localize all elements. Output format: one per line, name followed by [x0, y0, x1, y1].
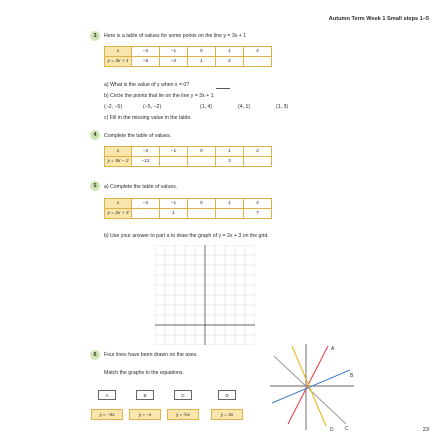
q5-x-cell: 2 — [244, 199, 272, 209]
page-header: Autumn Term Week 1 Small steps 1–5 — [328, 16, 429, 22]
q3-x-cell: −1 — [160, 47, 188, 57]
option-c-box[interactable]: C — [174, 390, 192, 400]
q3-part-c: c) Fill in the missing value in the table. — [104, 115, 192, 121]
q5-part-b: b) Use your answer to part a to draw the graph of y = 2x + 3 on the grid. — [104, 233, 269, 239]
q3-point[interactable]: (−2, −5) — [104, 104, 123, 110]
q5-x-cell: −1 — [160, 199, 188, 209]
q3-point[interactable]: (−5, −2) — [143, 104, 162, 110]
page-number: 23 — [422, 427, 429, 433]
q5-x-cell: 0 — [188, 199, 216, 209]
q3-table — [104, 46, 272, 67]
option-d-box[interactable]: D — [218, 390, 236, 400]
q6-four-lines-graph — [268, 340, 358, 432]
q4-x-cell: −1 — [160, 147, 188, 157]
q3-part-b: b) Circle the points that lie on the line y = 3x + 1 — [104, 93, 214, 99]
line-c — [274, 356, 346, 424]
q4-y-cell-answer[interactable] — [244, 157, 272, 167]
q3-y-header: y = 3x + 1 — [105, 57, 132, 67]
q5-x-cell: −2 — [132, 199, 160, 209]
q5-graph-grid[interactable] — [155, 245, 255, 345]
q3-part-a: a) What is the value of y when x = 0? — [104, 82, 190, 88]
q5-x-header: x — [105, 199, 132, 209]
q5-y-header: y = 2x + 3 — [105, 209, 132, 219]
line-b — [272, 370, 350, 403]
label-a: A — [331, 346, 335, 352]
q3-point[interactable]: (4, 1) — [238, 104, 251, 110]
q5-y-cell-answer[interactable] — [188, 209, 216, 219]
q3-answer-line[interactable] — [216, 88, 230, 89]
q3-x-cell: 0 — [188, 47, 216, 57]
q4-table — [104, 146, 272, 167]
q4-x-cell: 2 — [244, 147, 272, 157]
label-d: D — [330, 427, 334, 432]
option-a-box[interactable]: A — [98, 390, 116, 400]
q5-y-cell: 7 — [244, 209, 272, 219]
q3-y-cell: −5 — [132, 57, 160, 67]
q4-y-cell-answer[interactable] — [160, 157, 188, 167]
q5-y-cell-answer[interactable] — [132, 209, 160, 219]
equation-box[interactable]: y = ½x — [167, 409, 199, 420]
q5-table — [104, 198, 272, 219]
q3-x-cell: 1 — [216, 47, 244, 57]
question-6-number: 6 — [90, 350, 100, 360]
option-b-box[interactable]: B — [136, 390, 154, 400]
q5-x-cell: 1 — [216, 199, 244, 209]
question-3-number: 3 — [90, 31, 100, 41]
q3-y-cell: −2 — [160, 57, 188, 67]
question-4-number: 4 — [90, 130, 100, 140]
line-a — [288, 346, 328, 424]
label-b: B — [350, 373, 354, 379]
equation-box[interactable]: y = −x — [129, 409, 161, 420]
q3-point[interactable]: (1, 3) — [276, 104, 289, 110]
q4-x-cell: 0 — [188, 147, 216, 157]
q3-y-cell: 4 — [216, 57, 244, 67]
q6-match-instruction: Match the graphs to the equations. — [104, 370, 184, 376]
q3-point[interactable]: (1, 4) — [200, 104, 213, 110]
q3-x-cell: −2 — [132, 47, 160, 57]
q3-intro: Here is a table of values for some points on the line y = 3x + 1 — [104, 33, 247, 39]
q3-x-cell: 2 — [244, 47, 272, 57]
question-5-number: 5 — [90, 181, 100, 191]
q3-y-cell: 1 — [188, 57, 216, 67]
q5-y-cell-answer[interactable] — [216, 209, 244, 219]
q4-x-header: x — [105, 147, 132, 157]
q4-x-cell: −2 — [132, 147, 160, 157]
q4-intro: Complete the table of values. — [104, 133, 172, 139]
q3-y-cell-answer[interactable] — [244, 57, 272, 67]
q3-x-header: x — [105, 47, 132, 57]
q4-y-cell: 3 — [216, 157, 244, 167]
q4-y-cell-answer[interactable] — [188, 157, 216, 167]
q5-part-a: a) Complete the table of values. — [104, 184, 178, 190]
q6-intro: Four lines have been drawn on the axes. — [104, 352, 198, 358]
label-c: C — [345, 426, 349, 432]
q5-y-cell: 1 — [160, 209, 188, 219]
q4-y-header: y = 5x − 2 — [105, 157, 132, 167]
equation-box[interactable]: y = −2x — [91, 409, 123, 420]
equation-box[interactable]: y = 2x — [211, 409, 243, 420]
q4-y-cell: −12 — [132, 157, 160, 167]
q4-x-cell: 1 — [216, 147, 244, 157]
